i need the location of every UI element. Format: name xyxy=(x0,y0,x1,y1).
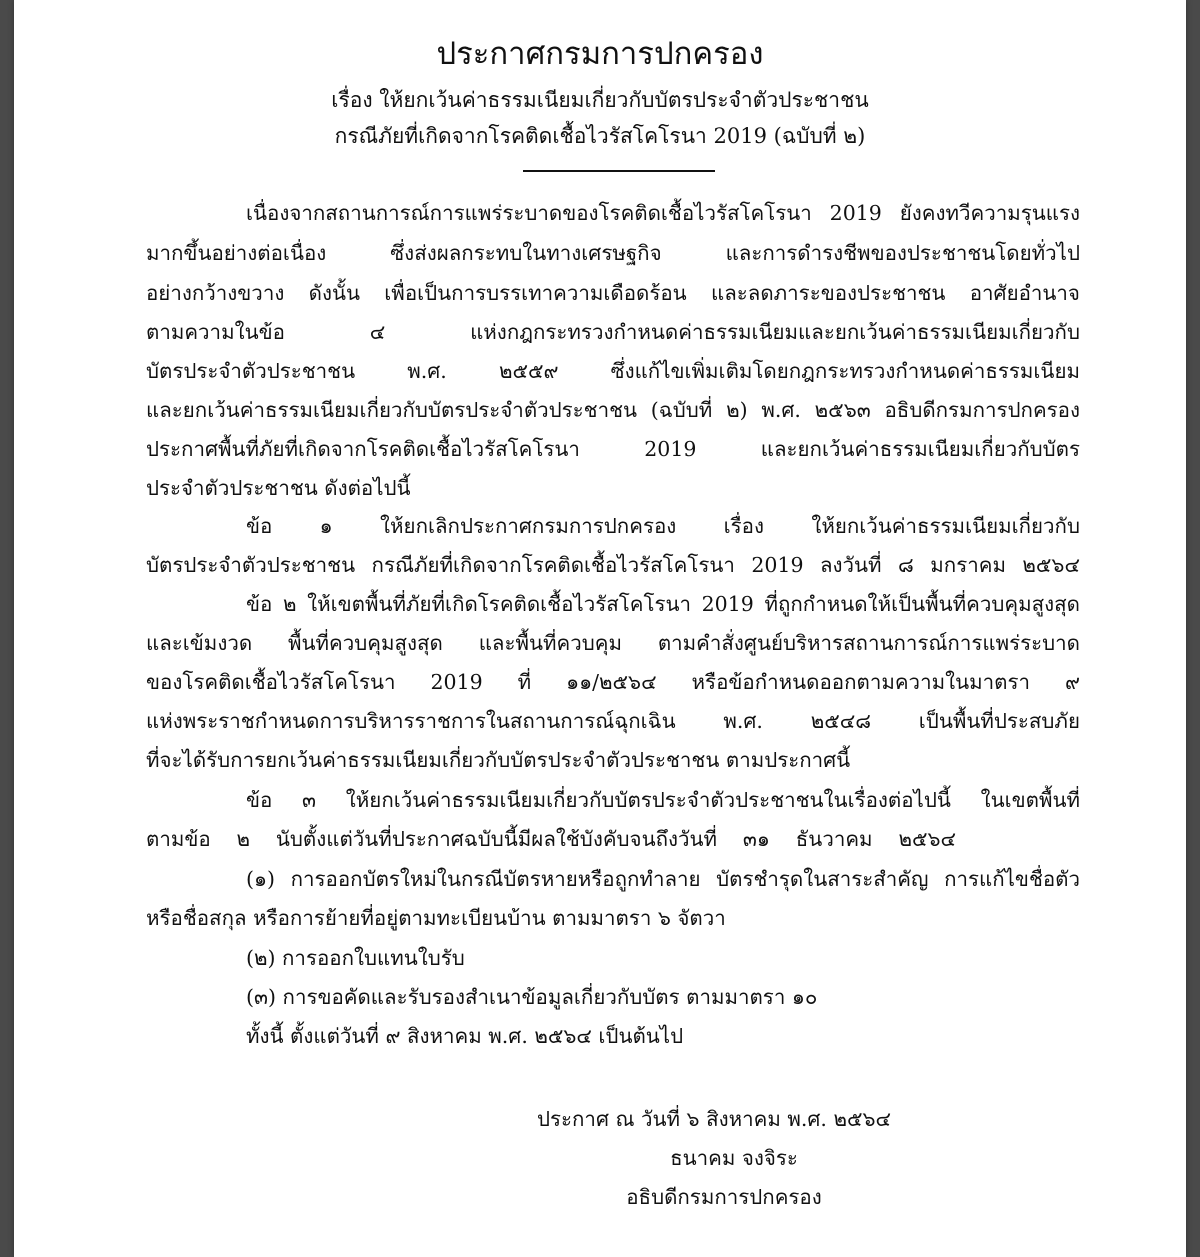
document-page xyxy=(14,0,1186,1257)
paragraph-1-line-4: ตามความในข้อ ๔ แห่งกฎกระทรวงกำหนดค่าธรรมเนียมและยกเว้นค่าธรรมเนียมเกี่ยวกับ xyxy=(146,320,1080,344)
clause-3-line-2: ตามข้อ ๒ นับตั้งแต่วันที่ประกาศฉบับนี้มีผลใช้บังคับจนถึงวันที่ ๓๑ ธันวาคม ๒๕๖๔ xyxy=(146,827,956,851)
clause-2-line-3: ของโรคติดเชื้อไวรัสโคโรนา 2019 ที่ ๑๑/๒๕๖๔ หรือข้อกำหนดออกตามความในมาตรา ๙ xyxy=(146,670,1080,694)
signatory-position: อธิบดีกรมการปกครอง xyxy=(626,1185,822,1209)
paragraph-1-line-7: ประกาศพื้นที่ภัยที่เกิดจากโรคติดเชื้อไวรัสโคโรนา 2019 และยกเว้นค่าธรรมเนียมเกี่ยวกับบัตร xyxy=(146,437,1080,461)
paragraph-1-line-8: ประจำตัวประชาชน ดังต่อไปนี้ xyxy=(146,476,411,500)
item-2: (๒) การออกใบแทนใบรับ xyxy=(246,946,465,970)
document-subject-line-2: กรณีภัยที่เกิดจากโรคติดเชื้อไวรัสโคโรนา 2019 (ฉบับที่ ๒) xyxy=(334,124,866,148)
document-title: ประกาศกรมการปกครอง xyxy=(436,36,764,72)
title-divider xyxy=(523,170,715,172)
item-1-line-2: หรือชื่อสกุล หรือการย้ายที่อยู่ตามทะเบียนบ้าน ตามมาตรา ๖ จัตวา xyxy=(146,906,726,930)
signatory-name: ธนาคม จงจิระ xyxy=(670,1146,798,1170)
clause-2-line-4: แห่งพระราชกำหนดการบริหารราชการในสถานการณ์ฉุกเฉิน พ.ศ. ๒๕๔๘ เป็นพื้นที่ประสบภัย xyxy=(146,709,1080,733)
paragraph-1-line-1: เนื่องจากสถานการณ์การแพร่ระบาดของโรคติดเชื้อไวรัสโคโรนา 2019 ยังคงทวีความรุนแรง xyxy=(246,201,1080,225)
effective-date: ทั้งนี้ ตั้งแต่วันที่ ๙ สิงหาคม พ.ศ. ๒๕๖๔ เป็นต้นไป xyxy=(246,1024,684,1048)
paragraph-1-line-2: มากขึ้นอย่างต่อเนื่อง ซึ่งส่งผลกระทบในทางเศรษฐกิจ และการดำรงชีพของประชาชนโดยทั่วไป xyxy=(146,241,1080,265)
clause-2-line-1: ข้อ ๒ ให้เขตพื้นที่ภัยที่เกิดโรคติดเชื้อไวรัสโคโรนา 2019 ที่ถูกกำหนดให้เป็นพื้นที่ควบคุมสูงสุด xyxy=(246,592,1080,616)
clause-2-line-2: และเข้มงวด พื้นที่ควบคุมสูงสุด และพื้นที่ควบคุม ตามคำสั่งศูนย์บริหารสถานการณ์การแพร่ระบาด xyxy=(146,631,1080,655)
paragraph-1-line-6: และยกเว้นค่าธรรมเนียมเกี่ยวกับบัตรประจำตัวประชาชน (ฉบับที่ ๒) พ.ศ. ๒๕๖๓ อธิบดีกรมการปกครอง xyxy=(146,398,1080,422)
clause-2-line-5: ที่จะได้รับการยกเว้นค่าธรรมเนียมเกี่ยวกับบัตรประจำตัวประชาชน ตามประกาศนี้ xyxy=(146,748,851,772)
announcement-date: ประกาศ ณ วันที่ ๖ สิงหาคม พ.ศ. ๒๕๖๔ xyxy=(536,1107,892,1131)
paragraph-1-line-3: อย่างกว้างขวาง ดังนั้น เพื่อเป็นการบรรเทาความเดือดร้อน และลดภาระของประชาชน อาศัยอำนาจ xyxy=(146,281,1080,305)
item-1-line-1: (๑) การออกบัตรใหม่ในกรณีบัตรหายหรือถูกทำลาย บัตรชำรุดในสาระสำคัญ การแก้ไขชื่อตัว xyxy=(246,867,1080,891)
item-3: (๓) การขอคัดและรับรองสำเนาข้อมูลเกี่ยวกับบัตร ตามมาตรา ๑๐ xyxy=(246,985,818,1009)
clause-1-line-2: บัตรประจำตัวประชาชน กรณีภัยที่เกิดจากโรคติดเชื้อไวรัสโคโรนา 2019 ลงวันที่ ๘ มกราคม ๒๕๖๔ xyxy=(146,553,1080,577)
document-subject-line-1: เรื่อง ให้ยกเว้นค่าธรรมเนียมเกี่ยวกับบัตรประจำตัวประชาชน xyxy=(331,88,869,112)
paragraph-1-line-5: บัตรประจำตัวประชาชน พ.ศ. ๒๕๕๙ ซึ่งแก้ไขเพิ่มเติมโดยกฎกระทรวงกำหนดค่าธรรมเนียม xyxy=(146,359,1080,383)
clause-3-line-1: ข้อ ๓ ให้ยกเว้นค่าธรรมเนียมเกี่ยวกับบัตรประจำตัวประชาชนในเรื่องต่อไปนี้ ในเขตพื้นที่ xyxy=(246,788,1080,812)
clause-1-line-1: ข้อ ๑ ให้ยกเลิกประกาศกรมการปกครอง เรื่อง ให้ยกเว้นค่าธรรมเนียมเกี่ยวกับ xyxy=(246,514,1080,538)
